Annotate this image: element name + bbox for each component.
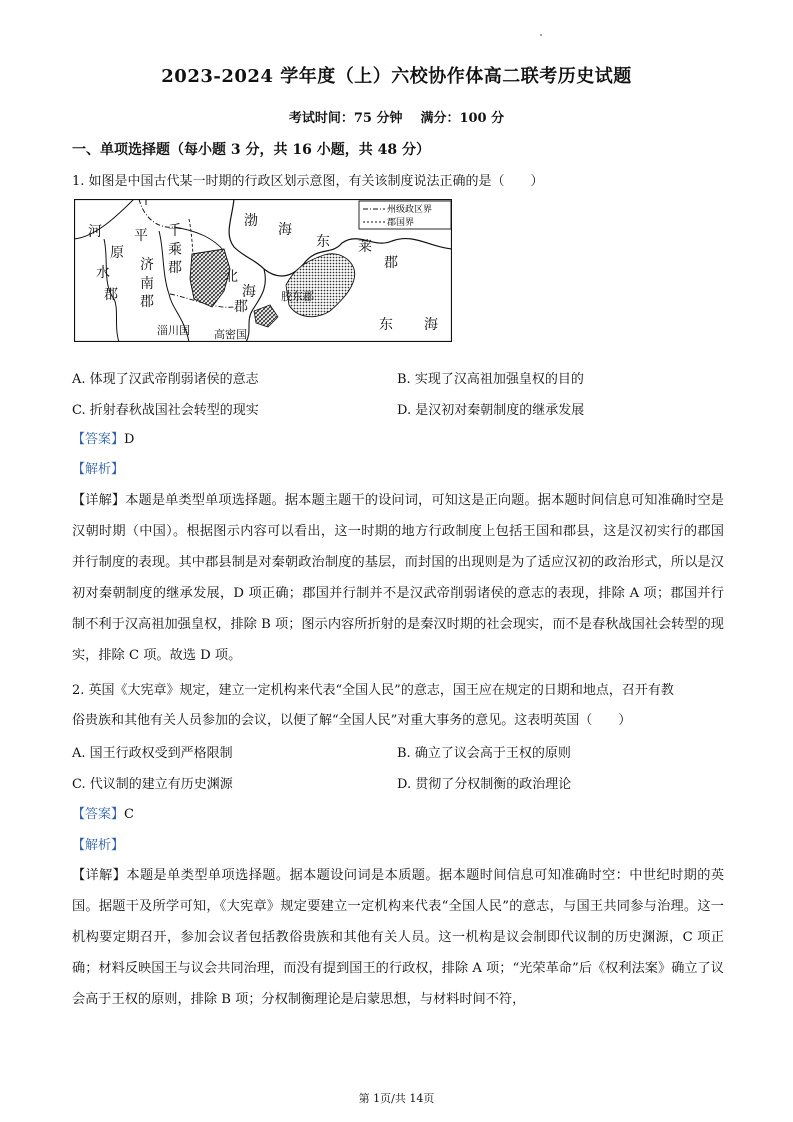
page-title: 2023-2024 学年度（上）六校协作体高二联考历史试题 [161,66,632,87]
q2-detail [72,860,724,1015]
label-5: 济 [140,257,154,273]
label-zichuan: 淄川国 [157,324,190,337]
q2-answer [72,805,134,825]
label-7: 郡 [140,294,154,310]
label-gaomi: 高密国 [214,328,247,341]
answer-tag: 【答案】 [72,432,125,447]
label-17: 莱 [358,239,372,255]
label-3: 郡 [104,287,118,303]
q2-option-a[interactable]: A. 国王行政权受到严格限制 [72,746,233,761]
scan-speck [540,34,542,36]
label-13: 郡 [234,299,248,315]
label-16: 东 [316,234,330,250]
legend-commandery: 郡国界 [387,218,415,228]
legend-state: 州级政区界 [387,205,433,215]
label-11: 北 [224,269,238,285]
answer-value: D [124,432,135,447]
label-4: 平 [134,228,148,244]
answer-value: C [124,807,134,822]
label-18: 郡 [384,255,398,271]
label-2: 水 [96,265,110,281]
q2-stem-line1: 2. 英国《大宪章》规定，建立一定机构来代表“全国人民”的意志，国王应在规定的日期和地点，召开有教 [72,683,674,698]
label-14: 渤 [244,213,258,229]
exam-score: 满分：100 分 [420,111,505,126]
label-23: 海 [424,317,438,333]
q1-stem: 1. 如图是中国古代某一时期的行政区划示意图，有关该制度说法正确的是（ ） [72,174,544,189]
label-jiaodong: 胶东郡 [281,290,314,303]
detail-tag: 【详解】 [72,868,127,883]
section-heading: 一、单项选择题（每小题 3 分，共 16 小题，共 48 分） [72,142,430,158]
exam-meta [0,107,793,126]
detail-tag: 【详解】 [72,493,126,508]
label-12: 海 [242,284,256,300]
q2-analysis-tag: 【解析】 [72,838,125,853]
label-1: 原 [110,245,124,261]
page-footer: 第 1页/共 14页 [358,1092,435,1105]
q2-option-d[interactable]: D. 贯彻了分权制衡的政治理论 [397,777,572,792]
q1-analysis-tag: 【解析】 [72,462,125,477]
q1-answer [72,430,134,450]
detail-text: 本题是单类型单项选择题。据本题设问词是本质题。据本题时间信息可知准确时空：中世纪时期的英国。据题干及所学可知，《大宪章》规定要建立一定机构来代表“全国人民”的意志，与国王共同参与治理。这一机构要定期召开，参加会议者包括教俗贵族和其他有关人员。这一机构是议会制即代议制的历史渊源，C 项正确；材料反映国王与议会共同治理，而没有提到国王的行政权，排除 A 项；“光荣革命”后《权利法案》确立了议会高于王权的原则，排除 B 项；分权制衡理论是启蒙思想，与材料时间不符， [72,868,725,1007]
label-22: 东 [379,317,393,333]
label-9: 乘 [168,242,182,258]
label-8: 千 [168,223,182,239]
han-map [74,199,452,342]
q1-option-a[interactable]: A. 体现了汉武帝削弱诸侯的意志 [72,372,259,387]
q1-option-c[interactable]: C. 折射春秋战国社会转型的现实 [72,403,259,418]
answer-tag: 【答案】 [72,807,125,822]
q2-stem-line2: 俗贵族和其他有关人员参加的会议，以便了解“全国人民”对重大事务的意见。这表明英国（ ） [72,713,632,728]
label-15: 海 [278,222,292,238]
q1-option-b[interactable]: B. 实现了汉高祖加强皇权的目的 [397,372,584,387]
label-6: 南 [140,276,154,292]
q1-detail [72,485,724,671]
label-10: 郡 [168,260,182,276]
exam-time: 考试时间：75 分钟 [288,111,403,126]
label-0: 河 [88,224,102,240]
q2-option-b[interactable]: B. 确立了议会高于王权的原则 [397,746,571,761]
q1-option-d[interactable]: D. 是汉初对秦朝制度的继承发展 [397,403,585,418]
detail-text: 本题是单类型单项选择题。据本题主题干的设问词，可知这是正向题。据本题时间信息可知准确时空是汉朝时期（中国）。根据图示内容可以看出，这一时期的地方行政制度上包括王国和郡县，这是汉初实行的郡国并行制度的表现。其中郡县制是对秦朝政治制度的基层，而封国的出现则是为了适应汉初的政治形式，所以是汉初对秦朝制度的继承发展，D 项正确；郡国并行制并不是汉武帝削弱诸侯的意志的表现，排除 A 项；郡国并行制不利于汉高祖加强皇权，排除 B 项；图示内容所折射的是秦汉时期的社会现实，而不是春秋战国社会转型的现实，排除 C 项。故选 D 项。 [72,493,724,663]
q2-option-c[interactable]: C. 代议制的建立有历史渊源 [72,777,233,792]
